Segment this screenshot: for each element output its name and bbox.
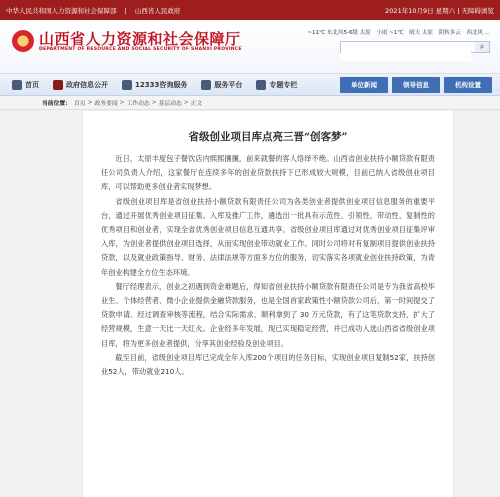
breadcrumb-news[interactable]: 政务要闻 bbox=[94, 101, 118, 107]
nav-gov-info[interactable] bbox=[53, 80, 108, 90]
weather-item: 西北风 ... bbox=[466, 30, 490, 36]
breadcrumb-home[interactable]: 首页 bbox=[74, 101, 86, 107]
site-header bbox=[0, 20, 500, 74]
document-icon bbox=[53, 80, 63, 90]
emblem-icon bbox=[12, 30, 34, 52]
top-bar bbox=[0, 0, 500, 20]
nav-label: 服务平台 bbox=[214, 80, 243, 89]
weather-item: 阴转多云 bbox=[438, 30, 461, 36]
breadcrumb-sep: > bbox=[119, 99, 125, 106]
unit-news-button[interactable]: 单位新闻 bbox=[340, 77, 388, 93]
main-nav bbox=[0, 74, 500, 96]
divider: | bbox=[124, 6, 127, 15]
breadcrumb-grassroots[interactable]: 基层动态 bbox=[158, 101, 182, 107]
search-input[interactable] bbox=[341, 51, 471, 61]
org-structure-button[interactable]: 机构设置 bbox=[444, 77, 492, 93]
breadcrumb bbox=[0, 96, 500, 110]
breadcrumb-current: 正文 bbox=[190, 101, 203, 107]
breadcrumb-sep: > bbox=[151, 99, 157, 106]
link-shanxi-gov[interactable]: 山西省人民政府 bbox=[134, 6, 181, 15]
weather-item: 晴天 太原 bbox=[409, 30, 433, 36]
breadcrumb-sep: > bbox=[87, 99, 93, 106]
home-icon bbox=[12, 80, 22, 90]
nav-service-platform[interactable] bbox=[201, 80, 242, 90]
breadcrumb-sep: > bbox=[183, 99, 189, 106]
article-container bbox=[82, 111, 454, 497]
search-box bbox=[340, 41, 490, 53]
article-paragraph: 餐厅经理表示，创业之初遇到资金难题后，得知省创业扶持小额贷款有限责任公司是专为我省高校毕业生、个体经营者、微小企业提供金融贷款服务，也是全国首家政策性小额贷款公司后，第一时间提交了贷款申请。经过调查审核等流程，结合实际需求，顺利拿到了 30 万元贷款，有了这笔贷款支持，扩大了经营规模，生意一天比一天红火。企业经多年发展，现已实现稳定经营，并已成功入选山西省省级创业项目库，将为更多创业者提供，分享其创业经验及创业项目。 bbox=[101, 281, 435, 348]
article-paragraph: 近日，太原丰度包子餐饮店内熙熙攘攘，前来就餐的客人络绎不绝。山西省创业扶持小额贷款有限责任公司负责人介绍，这家餐厅在连续多年的创业贷款扶持下已形成较大规模，目前已纳入省级创业项目库，可以帮助更多创业者实现梦想。 bbox=[101, 154, 435, 192]
site-title[interactable]: 山西省人力资源和社会保障厅 bbox=[39, 30, 241, 48]
phone-icon bbox=[122, 80, 132, 90]
top-links bbox=[6, 6, 186, 15]
topic-icon bbox=[256, 80, 266, 90]
quick-buttons bbox=[340, 77, 492, 93]
breadcrumb-work[interactable]: 工作动态 bbox=[126, 101, 150, 107]
nav-topics[interactable] bbox=[256, 80, 297, 90]
nav-12333[interactable] bbox=[122, 80, 187, 90]
article-paragraph: 省级创业项目库是省创业扶持小额贷款有限责任公司为各类创业者提供创业项目信息服务的重要平台，通过开展优秀创业项目征集、入库及推广工作，遴选出一批具有示范性、引领性、带动性、复制性的优秀项目和创业者，实现全省优秀创业项目信息互通共享。省级创业项目库通过对优秀创业项目征集评审入库，为创业者提供创业项目选择，从而实现创业带动就业工作。同时公司将对有复制项目提供创业扶持贷款，以及就业政策指导、财务、法律法规等方面多方位的服务，切实落实各项就业创业扶持政策，为青年创业构建全方位生态环境。 bbox=[101, 196, 435, 277]
weather-item: ~11℃ 东北风5-6级 太原 bbox=[307, 30, 371, 36]
nav-label: 政府信息公开 bbox=[66, 80, 108, 89]
weather-item: 小雨 ~1℃ bbox=[376, 30, 404, 36]
nav-home[interactable] bbox=[12, 80, 39, 90]
breadcrumb-label: 当前位置： bbox=[42, 101, 71, 107]
weather-widget bbox=[303, 28, 490, 36]
link-mohrss[interactable]: 中华人民共和国人力资源和社会保障部 bbox=[6, 6, 117, 15]
search-icon[interactable]: ⌕ bbox=[475, 42, 489, 52]
nav-label: 12333咨询服务 bbox=[135, 80, 188, 89]
article-paragraph: 截至目前，省级创业项目库已完成全年入库200个项目的任务目标，实现创业项目复制52家，扶持创业52人，带动就业210人。 bbox=[101, 352, 435, 377]
date-accessibility[interactable]: 2021年10月9日 星期六 | 无障碍浏览 bbox=[385, 6, 494, 15]
nav-label: 首页 bbox=[25, 80, 39, 89]
article-title: 省级创业项目库点亮三晋“创客梦” bbox=[188, 131, 348, 143]
site-title-english: DEPARTMENT OF RESOURCE AND SOCIAL SECURITY OF SHANXI PROVINCE bbox=[39, 47, 242, 52]
nav-label: 专题专栏 bbox=[269, 80, 298, 89]
service-icon bbox=[201, 80, 211, 90]
leader-info-button[interactable]: 领导信息 bbox=[392, 77, 440, 93]
